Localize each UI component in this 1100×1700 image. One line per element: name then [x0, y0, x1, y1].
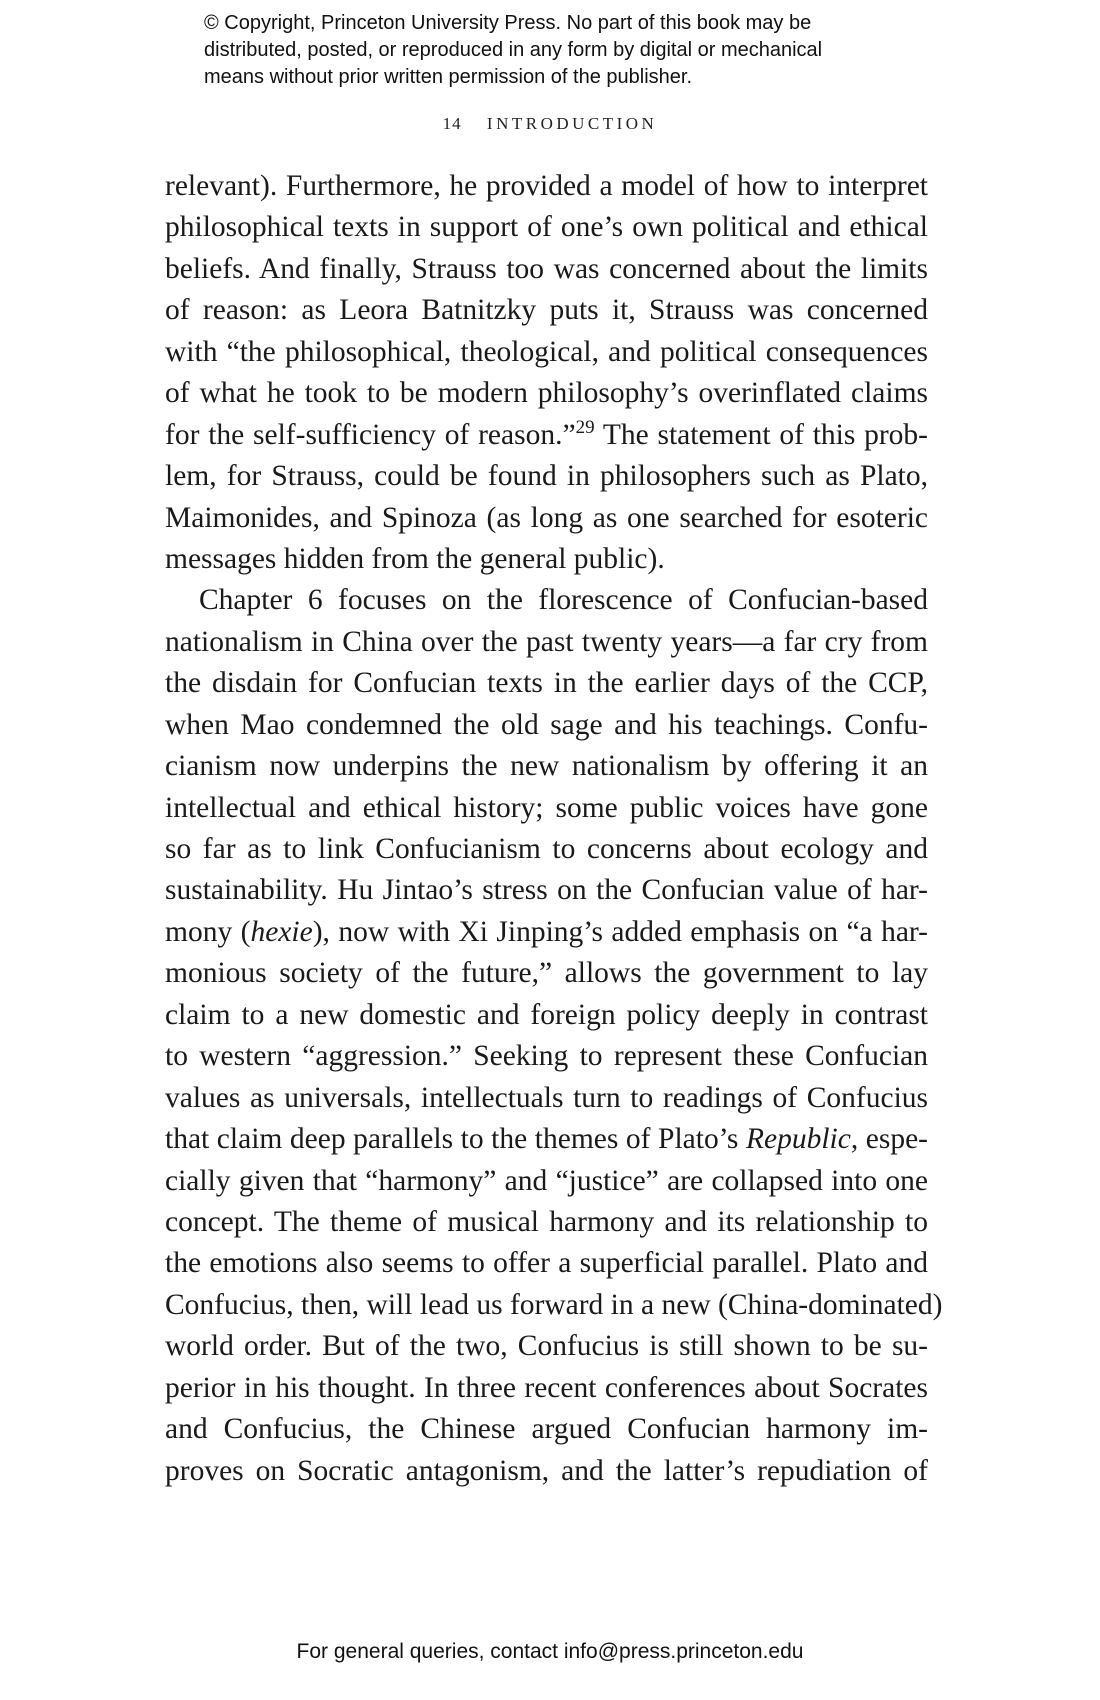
- body-text: [165, 166, 943, 1492]
- text-line: messages hidden from the general public).: [165, 542, 665, 575]
- text-line: with “the philosophical, theological, and political consequences: [165, 335, 928, 368]
- text-line: monious society of the future,” allows the government to lay: [165, 957, 928, 990]
- copyright-line: © Copyright, Princeton University Press. No part of this book may be: [204, 12, 812, 34]
- text-segment: mony (: [165, 915, 251, 948]
- copyright-line: distributed, posted, or reproduced in any form by digital or mechanical: [204, 39, 823, 61]
- text-line: nationalism in China over the past twenty years—a far cry from: [165, 625, 928, 658]
- text-line: world order. But of the two, Confucius is still shown to be su-: [165, 1330, 928, 1363]
- text-line: of reason: as Leora Batnitzky puts it, Strauss was concerned: [165, 294, 928, 327]
- text-line: [165, 415, 928, 456]
- text-segment: ), now with Xi Jinping’s added emphasis on “a har-: [312, 915, 928, 948]
- text-line: to western “aggression.” Seeking to represent these Confucian: [165, 1040, 928, 1073]
- text-line: perior in his thought. In three recent conferences about Socrates: [165, 1371, 928, 1404]
- text-line: cianism now underpins the new nationalism by offering it an: [165, 750, 928, 783]
- text-line: when Mao condemned the old sage and his teachings. Confu-: [165, 708, 928, 741]
- text-line: proves on Socratic antagonism, and the latter’s repudiation of: [165, 1454, 928, 1487]
- text-segment: for the self-sufficiency of reason.”: [165, 418, 576, 451]
- italic-term: hexie: [250, 915, 313, 948]
- text-segment: The statement of this prob-: [594, 418, 929, 451]
- text-line: beliefs. And finally, Strauss too was concerned about the limits: [165, 252, 928, 285]
- text-line: Chapter 6 focuses on the florescence of Confucian-based: [199, 584, 928, 617]
- text-line: relevant). Furthermore, he provided a model of how to interpret: [165, 170, 928, 202]
- italic-title: Republic: [745, 1123, 851, 1156]
- text-line: of what he took to be modern philosophy’s overinflated claims: [165, 377, 928, 410]
- page-number: 14: [442, 114, 462, 133]
- text-segment: that claim deep parallels to the themes of Plato’s: [165, 1123, 746, 1156]
- text-line: Confucius, then, will lead us forward in a new (China-dominated): [165, 1288, 943, 1321]
- footer-contact: For general queries, contact info@press.princeton.edu: [296, 1640, 804, 1663]
- text-line: [165, 912, 928, 953]
- text-line: cially given that “harmony” and “justice” are collapsed into one: [165, 1164, 928, 1197]
- copyright-line: means without prior written permission of the publisher.: [204, 66, 693, 88]
- text-line: values as universals, intellectuals turn to readings of Confucius: [165, 1081, 928, 1114]
- text-line: the emotions also seems to offer a superficial parallel. Plato and: [165, 1247, 928, 1280]
- section-title: INTRODUCTION: [486, 114, 658, 133]
- running-head: [0, 114, 1100, 134]
- text-line: sustainability. Hu Jintao’s stress on the Confucian value of har-: [165, 874, 928, 907]
- text-line: intellectual and ethical history; some public voices have gone: [165, 791, 928, 824]
- text-line: and Confucius, the Chinese argued Confucian harmony im-: [165, 1413, 928, 1446]
- text-line: Maimonides, and Spinoza (as long as one searched for esoteric: [165, 501, 928, 534]
- footnote-marker: 29: [575, 416, 595, 438]
- text-line: so far as to link Confucianism to concerns about ecology and: [165, 833, 928, 865]
- copyright-notice: [204, 10, 964, 91]
- text-line: concept. The theme of musical harmony and its relationship to: [165, 1205, 928, 1238]
- text-line: lem, for Strauss, could be found in philosophers such as Plato,: [165, 460, 928, 493]
- text-segment: , espe-: [850, 1123, 928, 1156]
- text-line: the disdain for Confucian texts in the earlier days of the CCP,: [165, 667, 928, 700]
- text-line: [165, 1119, 928, 1160]
- text-line: claim to a new domestic and foreign policy deeply in contrast: [165, 998, 928, 1031]
- text-line: philosophical texts in support of one’s own political and ethical: [165, 211, 928, 244]
